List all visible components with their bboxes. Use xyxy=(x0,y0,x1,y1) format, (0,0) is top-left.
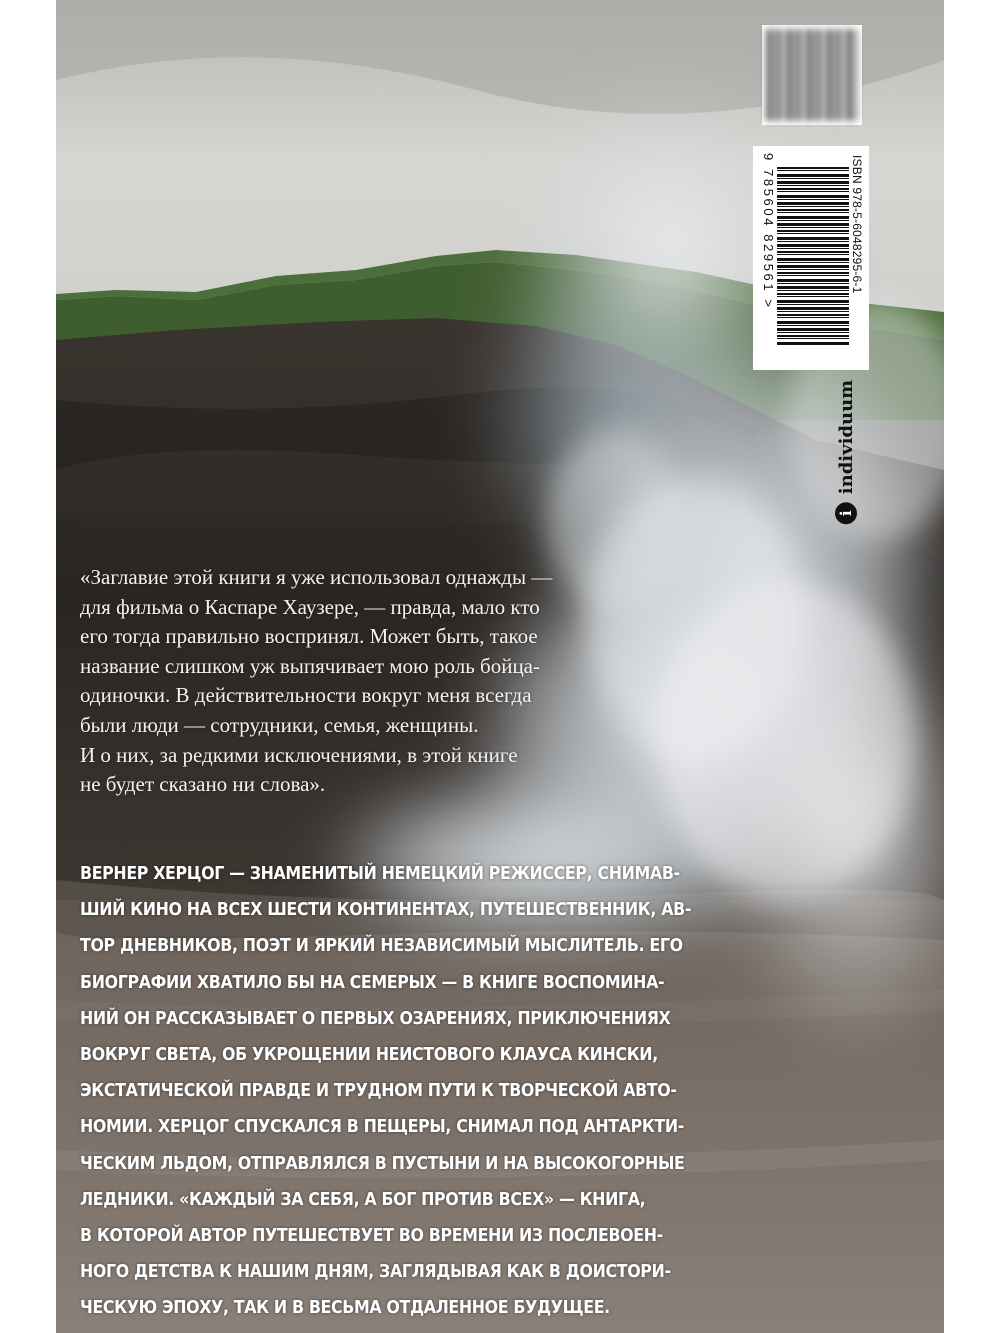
quote-line: название слишком уж выпячивает мою роль бойца- xyxy=(80,653,540,678)
description-line: ВОКРУГ СВЕТА, ОБ УКРОЩЕНИИ НЕИСТОВОГО КЛАУСА КИНСКИ, xyxy=(80,1045,658,1066)
publisher-name: individuum xyxy=(835,379,857,495)
quote-line: для фильма о Каспаре Хаузере, — правда, мало кто xyxy=(80,594,540,619)
quote-line: не будет сказано ни слова». xyxy=(80,772,326,797)
qr-code xyxy=(762,25,862,125)
description-line: ШИЙ КИНО НА ВСЕХ ШЕСТИ КОНТИНЕНТАХ, ПУТЕШЕСТВЕННИК, АВ- xyxy=(80,900,692,921)
description-line: НОМИИ. ХЕРЦОГ СПУСКАЛСЯ В ПЕЩЕРЫ, СНИМАЛ ПОД АНТАРКТИ- xyxy=(80,1117,684,1138)
publisher-mark xyxy=(826,379,866,522)
description-line: БИОГРАФИИ ХВАТИЛО БЫ НА СЕМЕРЫХ — В КНИГЕ ВОСПОМИНА- xyxy=(80,972,665,993)
ean-digits: 9 785604 829561 > xyxy=(761,153,776,310)
description-line: НИЙ ОН РАССКАЗЫВАЕТ О ПЕРВЫХ ОЗАРЕНИЯХ, ПРИКЛЮЧЕНИЯХ xyxy=(80,1008,671,1029)
description-line: ЛЕДНИКИ. «КАЖДЫЙ ЗА СЕБЯ, А БОГ ПРОТИВ ВСЕХ» — КНИГА, xyxy=(80,1189,646,1210)
publisher-logo-icon: i xyxy=(835,502,857,524)
barcode-bars xyxy=(777,167,849,345)
quote-line: одиночки. В действительности вокруг меня всегда xyxy=(80,683,532,708)
book-description xyxy=(80,856,710,1327)
description-line: В КОТОРОЙ АВТОР ПУТЕШЕСТВУЕТ ВО ВРЕМЕНИ ИЗ ПОСЛЕВОЕН- xyxy=(80,1226,663,1247)
quote-line: его тогда правильно воспринял. Может быть, такое xyxy=(80,624,538,649)
description-line: ЧЕСКУЮ ЭПОХУ, ТАК И В ВЕСЬМА ОТДАЛЕННОЕ БУДУЩЕЕ. xyxy=(80,1298,610,1319)
quote-line: И о них, за редкими исключениями, в этой книге xyxy=(80,742,518,767)
description-line: ВЕРНЕР ХЕРЦОГ — ЗНАМЕНИТЫЙ НЕМЕЦКИЙ РЕЖИССЕР, СНИМАВ- xyxy=(80,864,680,884)
quote-line: были люди — сотрудники, семья, женщины. xyxy=(80,712,479,737)
description-line: ТОР ДНЕВНИКОВ, ПОЭТ И ЯРКИЙ НЕЗАВИСИМЫЙ МЫСЛИТЕЛЬ. ЕГО xyxy=(80,936,683,957)
author-quote xyxy=(80,563,720,800)
quote-line: «Заглавие этой книги я уже использовал однажды — xyxy=(80,565,553,589)
description-line: НОГО ДЕТСТВА К НАШИМ ДНЯМ, ЗАГЛЯДЫВАЯ КАК В ДОИСТОРИ- xyxy=(80,1262,671,1283)
isbn-barcode xyxy=(753,146,869,370)
description-line: ЧЕСКИМ ЛЬДОМ, ОТПРАВЛЯЛСЯ В ПУСТЫНИ И НА ВЫСОКОГОРНЫЕ xyxy=(80,1153,685,1174)
isbn-label: ISBN 978-5-6048295-6-1 xyxy=(850,155,864,294)
description-line: ЭКСТАТИЧЕСКОЙ ПРАВДЕ И ТРУДНОМ ПУТИ К ТВОРЧЕСКОЙ АВТО- xyxy=(80,1081,677,1102)
